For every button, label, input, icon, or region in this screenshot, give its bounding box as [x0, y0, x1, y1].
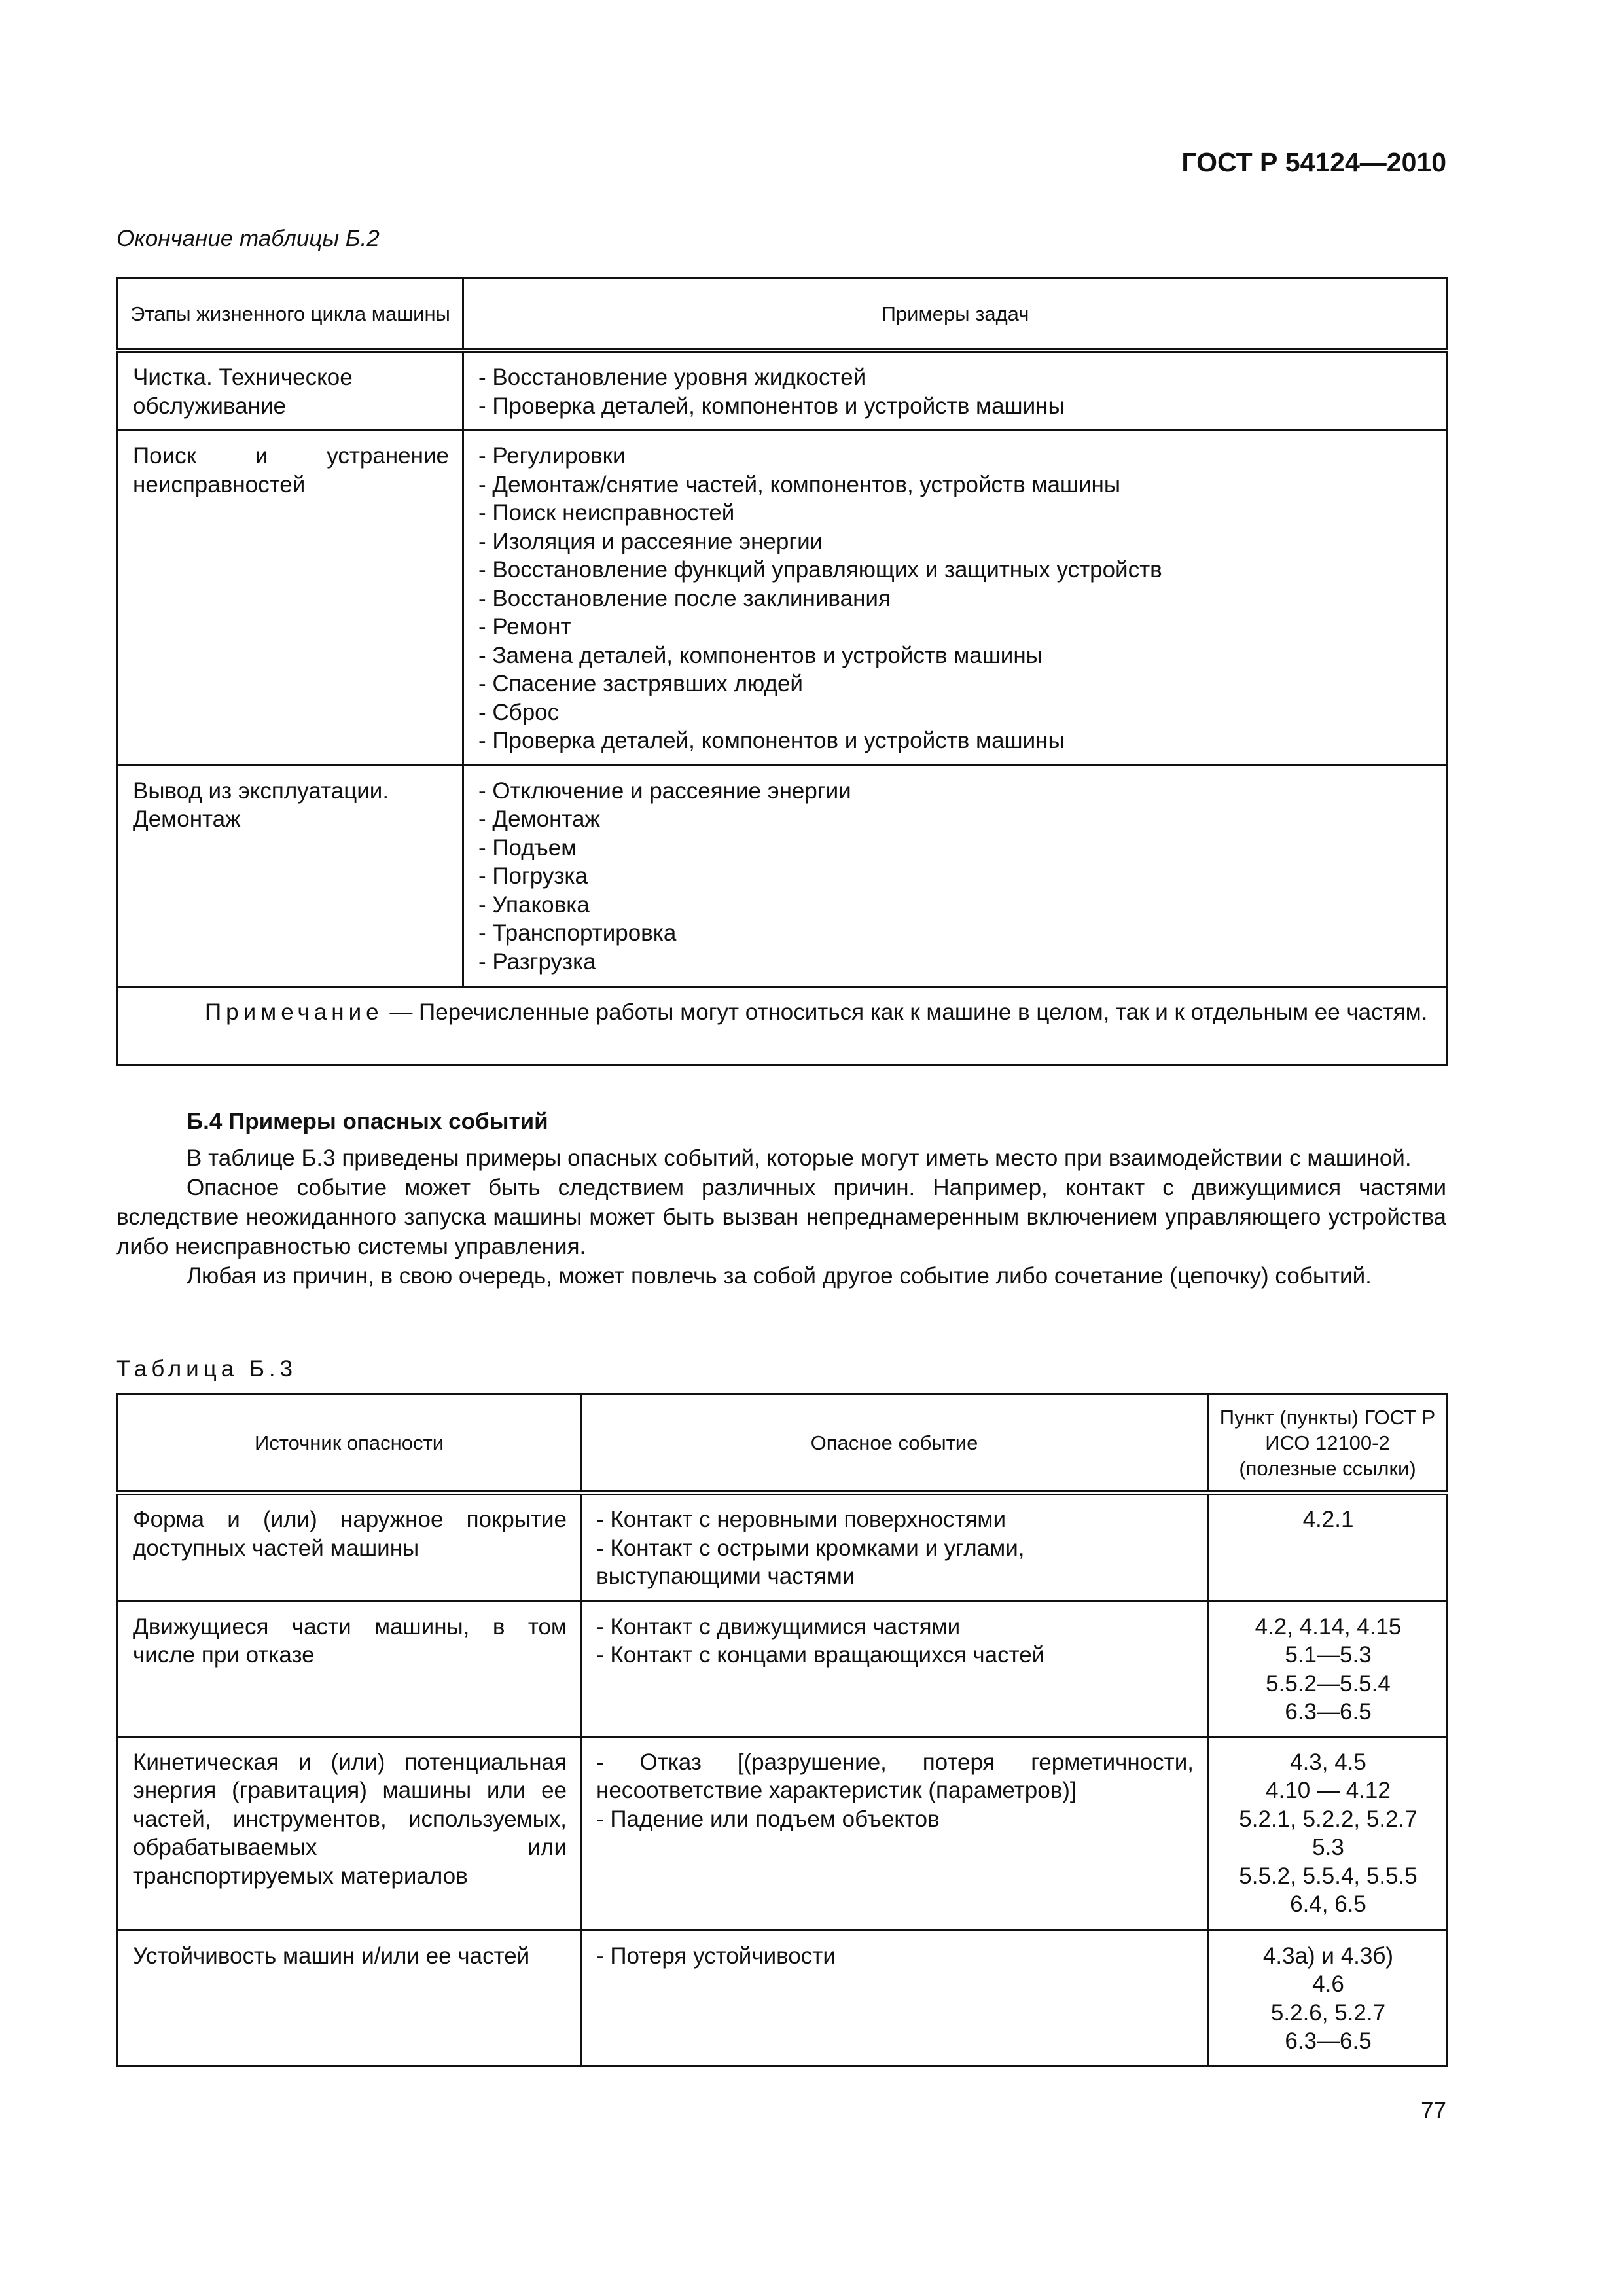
event-item: - Контакт с острыми кромками и углами, выступающими частями [596, 1535, 1025, 1589]
ref-item: 5.5.2, 5.5.4, 5.5.5 [1239, 1863, 1418, 1889]
task-item: - Сброс [478, 699, 560, 725]
table-cell [1208, 1930, 1448, 2066]
task-item: - Разгрузка [478, 948, 596, 975]
table-cell [463, 351, 1448, 431]
ref-item: 4.2, 4.14, 4.15 [1255, 1613, 1402, 1640]
table-header-cell [581, 1394, 1208, 1493]
table-header-row [118, 1394, 1448, 1493]
table-header-cell [118, 1394, 581, 1493]
task-item: - Поиск неисправностей [478, 500, 735, 526]
ref-item: 5.5.2—5.5.4 [1266, 1670, 1391, 1696]
ref-item: 6.4, 6.5 [1290, 1892, 1366, 1917]
task-item: - Спасение застрявших людей [478, 671, 803, 696]
document-code: ГОСТ Р 54124—2010 [1181, 147, 1446, 177]
ref-item: 5.3 [1312, 1835, 1344, 1860]
column-header-event: Опасное событие [810, 1431, 978, 1454]
hazard-source-cell: Устойчивость машин и/или ее частей [133, 1943, 530, 1969]
task-item: - Транспортировка [478, 920, 677, 946]
table-row [118, 351, 1448, 431]
ref-item: 5.2.6, 5.2.7 [1270, 2000, 1386, 2026]
paragraph: В таблице Б.3 приведены примеры опасных событий, которые могут иметь место при взаимодействии с машиной. [187, 1145, 1412, 1171]
event-item: - Падение или подъем объектов [596, 1806, 940, 1832]
table-cell [1208, 1601, 1448, 1736]
ref-item: 5.1—5.3 [1285, 1642, 1372, 1668]
table-note [118, 988, 1446, 1035]
table-b2 [116, 277, 1448, 1066]
table-cell [1208, 1736, 1448, 1930]
event-item: - Потеря устойчивости [596, 1943, 836, 1969]
table-row [118, 431, 1448, 766]
task-item: - Восстановление после заклинивания [478, 585, 891, 611]
column-header-tasks: Примеры задач [881, 302, 1029, 325]
task-item: - Восстановление функций управляющих и защитных устройств [478, 557, 1162, 583]
table-b3-caption: Таблица Б.3 [116, 1356, 298, 1382]
event-item: - Контакт с неровными поверхностями [596, 1507, 1007, 1532]
table-cell [118, 351, 463, 431]
event-item: - Отказ [(разрушение, потеря герметичности, несоответствие характеристик (параметров)] [596, 1749, 1194, 1803]
note-label: Примечание [205, 999, 383, 1025]
stage-cell: Вывод из эксплуатации. Демонтаж [133, 778, 389, 832]
stage-cell: Поиск и устранение неисправностей [133, 443, 449, 497]
hazard-source-cell: Форма и (или) наружное покрытие доступных частей машины [133, 1507, 567, 1561]
task-item: - Ремонт [478, 614, 571, 639]
table-cell [581, 1601, 1208, 1736]
table-cell [463, 431, 1448, 766]
ref-item: 6.3—6.5 [1285, 2028, 1372, 2054]
hazard-source-cell: Движущиеся части машины, в том числе при отказе [133, 1613, 567, 1668]
table-cell [463, 765, 1448, 986]
table-cell [118, 1601, 581, 1736]
ref-item: 5.2.1, 5.2.2, 5.2.7 [1239, 1806, 1418, 1832]
event-item: - Контакт с движущимися частями [596, 1613, 961, 1640]
table-header-row [118, 278, 1448, 351]
table-b3 [116, 1393, 1448, 2067]
section-body [116, 1143, 1446, 1291]
task-item: - Отключение и рассеяние энергии [478, 778, 851, 804]
ref-item: 4.10 — 4.12 [1266, 1778, 1391, 1803]
table-cell [581, 1930, 1208, 2066]
table-cell [118, 431, 463, 766]
task-item: - Демонтаж/снятие частей, компонентов, устройств машины [478, 471, 1121, 497]
column-header-source: Источник опасности [254, 1431, 444, 1454]
paragraph: Любая из причин, в свою очередь, может повлечь за собой другое событие либо сочетание (цепочку) событий. [187, 1263, 1372, 1289]
column-header-stage: Этапы жизненного цикла машины [130, 302, 450, 325]
table-cell [118, 1736, 581, 1930]
event-item: - Контакт с концами вращающихся частей [596, 1642, 1045, 1668]
table-note-row [118, 986, 1448, 1065]
table-cell [581, 1493, 1208, 1602]
table-row [118, 765, 1448, 986]
task-item: - Восстановление уровня жидкостей [478, 365, 866, 390]
table-cell [581, 1736, 1208, 1930]
table-cell [118, 765, 463, 986]
table-cell [118, 1930, 581, 2066]
task-item: - Проверка деталей, компонентов и устройств машины [478, 393, 1065, 419]
table-row [118, 1493, 1448, 1602]
ref-item: 4.3а) и 4.3б) [1262, 1943, 1394, 1969]
task-item: - Демонтаж [478, 806, 600, 832]
hazard-source-cell: Кинетическая и (или) потенциальная энергия (гравитация) машины или ее частей, инструментов, используемых, обрабатываемых или транспортируемых материалов [133, 1749, 567, 1889]
ref-item: 4.3, 4.5 [1290, 1749, 1366, 1775]
table-header-cell [1208, 1394, 1448, 1493]
page-number: 77 [1421, 2098, 1446, 2123]
column-header-refs: Пункт (пункты) ГОСТ Р ИСО 12100-2 (полезные ссылки) [1219, 1405, 1436, 1480]
table-b2-continuation-caption: Окончание таблицы Б.2 [116, 226, 380, 251]
stage-cell: Чистка. Техническое обслуживание [133, 365, 353, 419]
task-item: - Погрузка [478, 863, 588, 889]
table-cell [118, 1493, 581, 1602]
task-item: - Проверка деталей, компонентов и устройств машины [478, 728, 1065, 753]
table-cell [1208, 1493, 1448, 1602]
ref-item: 4.2.1 [1302, 1507, 1354, 1532]
task-item: - Изоляция и рассеяние энергии [478, 528, 823, 554]
note-text: — Перечисленные работы могут относиться как к машине в целом, так и к отдельным ее частям. [383, 999, 1428, 1025]
table-row [118, 1930, 1448, 2066]
section-title: Б.4 Примеры опасных событий [187, 1109, 548, 1134]
table-note-cell [118, 986, 1448, 1065]
task-item: - Замена деталей, компонентов и устройств машины [478, 642, 1043, 668]
table-row [118, 1736, 1448, 1930]
task-item: - Упаковка [478, 891, 590, 918]
table-header-cell [118, 278, 463, 351]
ref-item: 6.3—6.5 [1285, 1699, 1372, 1725]
table-header-cell [463, 278, 1448, 351]
task-item: - Подъем [478, 834, 577, 861]
paragraph: Опасное событие может быть следствием различных причин. Например, контакт с движущимися частями вследствие неожиданного запуска машины может быть вызван непреднамеренным включением управляющего устройства либо неисправностью системы управления. [116, 1175, 1446, 1259]
table-row [118, 1601, 1448, 1736]
task-item: - Регулировки [478, 443, 626, 469]
ref-item: 4.6 [1312, 1971, 1344, 1997]
